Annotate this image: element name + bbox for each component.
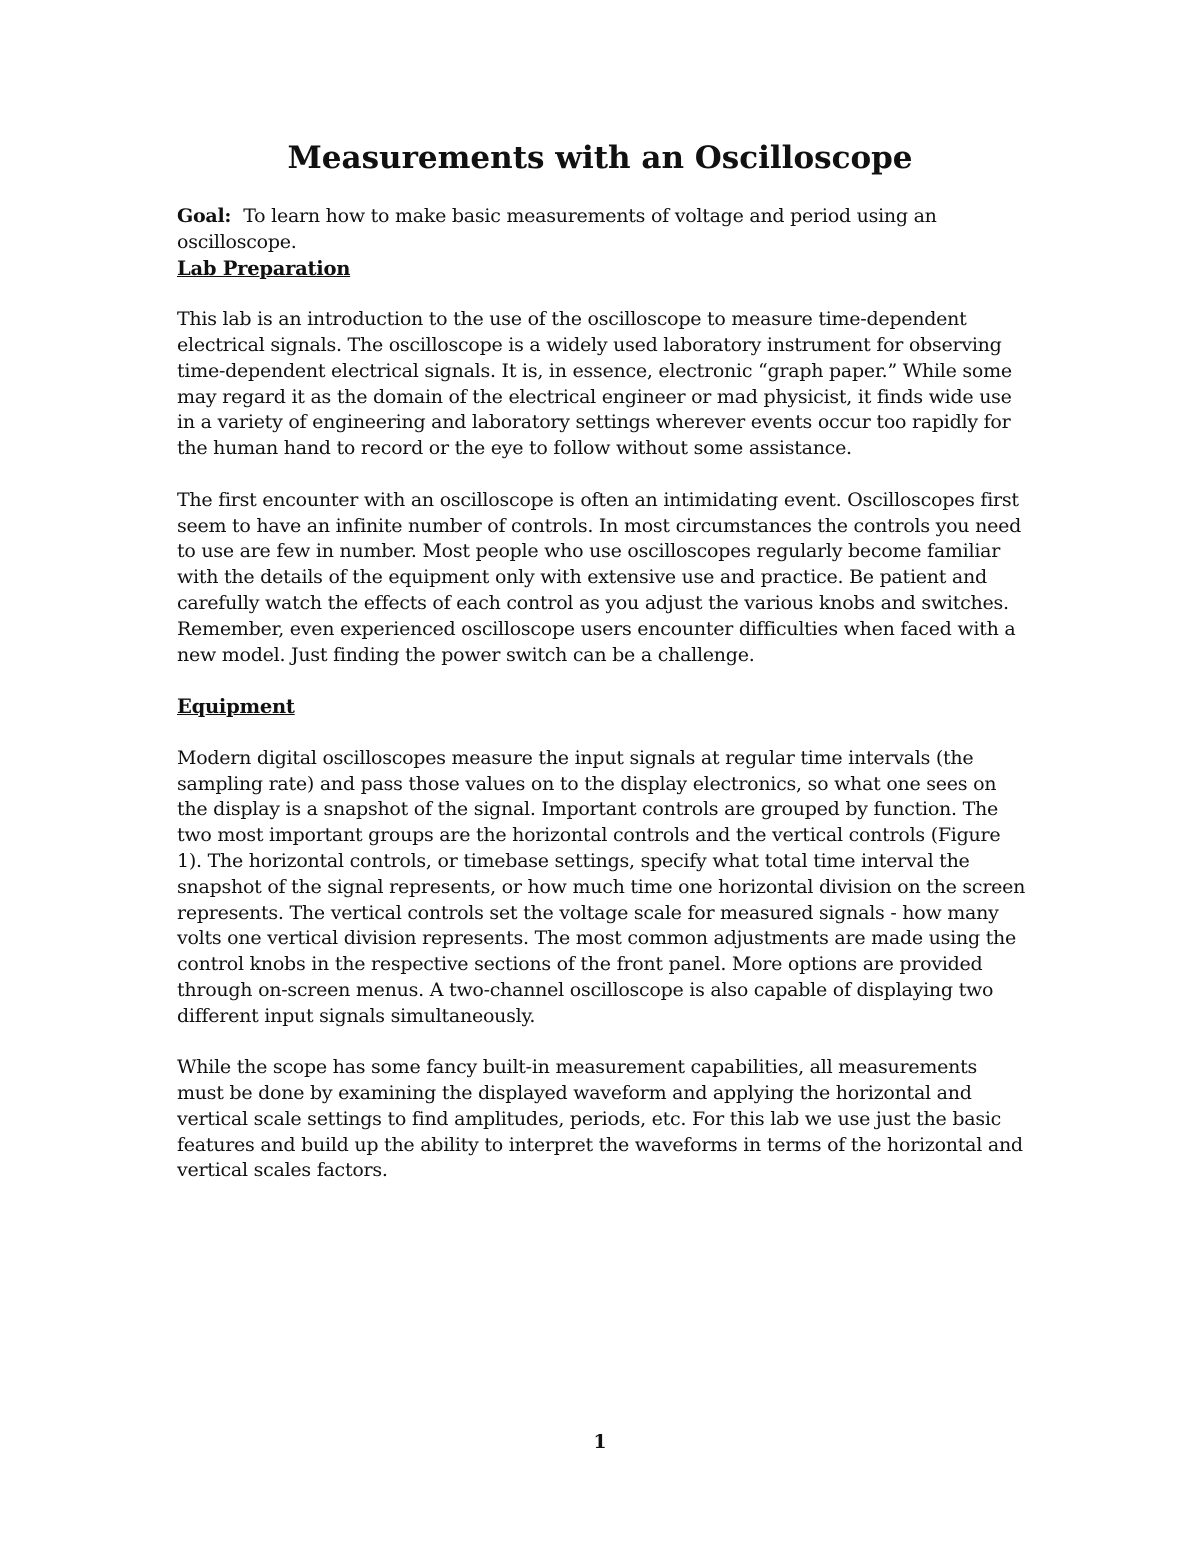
paragraph: This lab is an introduction to the use of the oscilloscope to measure time-dependent electrical signals. The oscilloscope is a widely used laboratory instrument for observing time-dependent electrical signals. It is, in essence, electronic “graph paper.” While some may regard it as the domain of the electrical engineer or mad physicist, it finds wide use in a variety of engineering and laboratory settings wherever events occur too rapidly for the human hand to record or the eye to follow without some assistance. — [177, 308, 1012, 460]
goal-label: Goal: — [177, 205, 232, 227]
goal-text: To learn how to make basic measurements of voltage and period using an oscilloscope. — [177, 205, 937, 253]
document-body — [177, 204, 1029, 1210]
section-heading-equipment: Equipment — [177, 695, 295, 719]
page-title: Measurements with an Oscilloscope — [287, 140, 913, 176]
paragraph: Modern digital oscilloscopes measure the input signals at regular time intervals (the sampling rate) and pass those values on to the display electronics, so what one sees on the display is a snapshot of the signal. Important controls are grouped by function. The two most important groups are the horizontal controls and the vertical controls (Figure 1). The horizontal controls, or timebase settings, specify what total time interval the snapshot of the signal represents, or how much time one horizontal division on the screen represents. The vertical controls set the voltage scale for measured signals - how many volts one vertical division represents. The most common adjustments are made using the control knobs in the respective sections of the front panel. More options are provided through on-screen menus. A two-channel oscilloscope is also capable of displaying two different input signals simultaneously. — [177, 746, 1026, 1027]
goal-statement — [177, 204, 1029, 256]
paragraph: The first encounter with an oscilloscope is often an intimidating event. Oscilloscopes first seem to have an infinite number of controls. In most circumstances the controls you need to use are few in number. Most people who use oscilloscopes regularly become familiar with the details of the equipment only with extensive use and practice. Be patient and carefully watch the effects of each control as you adjust the various knobs and switches. Remember, even experienced oscilloscope users encounter difficulties when faced with a new model. Just finding the power switch can be a challenge. — [177, 488, 1021, 666]
paragraph: While the scope has some fancy built-in measurement capabilities, all measurements must be done by examining the displayed waveform and applying the horizontal and vertical scale settings to find amplitudes, periods, etc. For this lab we use just the basic features and build up the ability to interpret the waveforms in terms of the horizontal and vertical scales factors. — [177, 1056, 1023, 1182]
section-heading-lab-preparation: Lab Preparation — [177, 256, 351, 280]
page-number: 1 — [593, 1431, 607, 1453]
